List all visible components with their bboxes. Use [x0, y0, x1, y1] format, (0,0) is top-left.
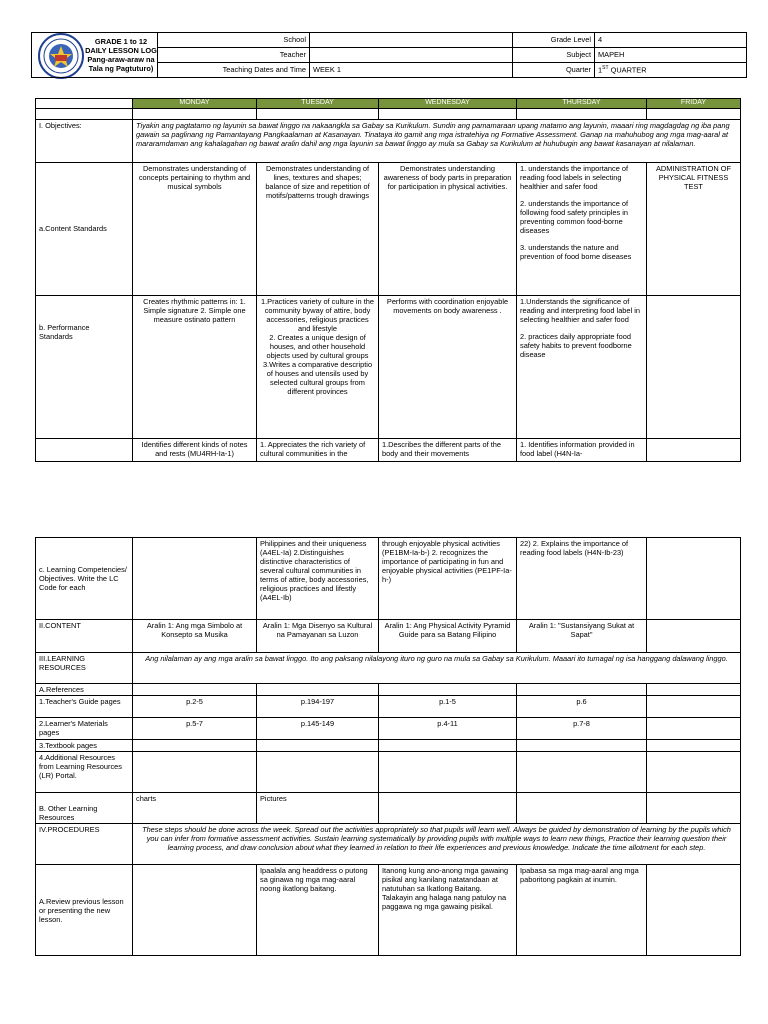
performance-tuesday-3: 3.Writes a comparative descriptio of houses and utensils used by selected cultural groups from different provinces	[262, 359, 373, 396]
content-friday: ADMINISTRATION OF PHYSICAL FITNESS TEST	[647, 162, 741, 295]
learning-resources-text: Ang nilalaman ay ang mga aralin sa bawat linggo. Ito ang paksang nilalayong ituro ng guro na mula sa Gabay sa Kurikulum. Maaari ito tumagal ng isa hanggang dalawang linggo.	[133, 653, 741, 684]
teachers-guide-label: 1.Teacher's Guide pages	[36, 696, 133, 718]
textbook-row	[36, 740, 741, 752]
teacher-label: Teacher	[158, 48, 310, 63]
review-row	[36, 865, 741, 956]
header-line1: GRADE 1 to 12	[94, 36, 148, 46]
objectives-label: I. Objectives:	[36, 119, 133, 162]
content-row	[36, 620, 741, 653]
lm-thursday: p.7-8	[517, 718, 647, 740]
content-lesson-monday: Aralin 1: Ang mga Simbolo at Konsepto sa Musika	[133, 620, 257, 653]
performance-thursday-1: 1.Understands the significance of reading and interpreting food label in selecting healthier and safer food	[520, 296, 640, 324]
performance-thursday-2: 2. practices daily appropriate food safety habits to prevent foodborne disease	[520, 331, 632, 359]
header-table	[31, 32, 747, 78]
content-thursday-3: 3. understands the nature and prevention of food borne diseases	[520, 242, 632, 261]
content-lesson-tuesday: Aralin 1: Mga Disenyo sa Kultural na Pamayanan sa Luzon	[257, 620, 379, 653]
competency-thursday-start: 1. Identifies information provided in food label (H4N-Ia-	[517, 438, 647, 461]
performance-thursday	[517, 295, 647, 438]
content-standards-row	[36, 162, 741, 295]
competency-wednesday-start: 1.Describes the different parts of the body and their movements	[379, 438, 517, 461]
performance-standards-row	[36, 295, 741, 438]
day-wednesday: WEDNESDAY	[379, 99, 517, 109]
competency-tuesday: Philippines and their uniqueness (A4EL-Ia) 2.Distinguishes distinctive characteristics of several cultural communities in terms of attire, body accessories, religious practices and lifestly (A4EL-Ib)	[257, 538, 379, 620]
procedures-text: These steps should be done across the week. Spread out the activities appropriately so that pupils will learn well. Always be guided by demonstration of learning by the pupils which you can infer from formative assessment activities. Sustain learning systematically by providing pupils with multiple ways to learn new things, Practice their learning question their learning process, and draw conclusion about what they learned in relation to their life experiences and previous knowledge. Indicate the time allotment for each step.	[133, 824, 741, 865]
content-thursday-1: 1. understands the importance of reading food labels in selecting healthier and safer food	[520, 163, 629, 191]
other-resources-row	[36, 793, 741, 824]
competencies-row-page1	[36, 438, 741, 461]
tg-wednesday: p.1-5	[379, 696, 517, 718]
competencies-label: c. Learning Competencies/ Objectives. Write the LC Code for each	[36, 538, 133, 620]
competency-tuesday-start: 1. Appreciates the rich variety of cultural communities in the	[257, 438, 379, 461]
content-tuesday: Demonstrates understanding of lines, textures and shapes; balance of size and repetition of motifs/patterns trough drawings	[257, 162, 379, 295]
performance-wednesday: Performs with coordination enjoyable movements on body awareness .	[379, 295, 517, 438]
content-standards-label: a.Content Standards	[36, 162, 133, 295]
quarter-value: 1ST QUARTER	[595, 63, 747, 78]
quarter-label: Quarter	[513, 63, 595, 78]
textbook-label: 3.Textbook pages	[36, 740, 133, 752]
performance-standards-label: b. Performance Standards	[36, 295, 133, 438]
subject-value: MAPEH	[595, 48, 747, 63]
header-title-block	[32, 33, 158, 78]
header-line4: Tala ng Pagtuturo)	[88, 64, 154, 74]
content-monday: Demonstrates understanding of concepts pertaining to rhythm and musical symbols	[133, 162, 257, 295]
content-thursday	[517, 162, 647, 295]
other-resources-label: B. Other Learning Resources	[36, 793, 133, 824]
additional-resources-row	[36, 752, 741, 793]
tg-thursday: p.6	[517, 696, 647, 718]
learners-materials-row	[36, 718, 741, 740]
objectives-text: Tiyakin ang pagtatamo ng layunin sa bawat linggo na nakaangkla sa Gabay sa Kurikulum. Sundin ang pamamaraan upang matamo ang layunin, maaari ring magdagdag ng iba pang gawain sa paglinang ng Pamantayang Pangkaalaman at Kasanayan. Tinataya ito gamit ang mga istratehiya ng Formative Assessment. Ganap na mahuhubog ang mga mag-aaral at mararamdaman ang kahalagahan ng bawat aralin dahil ang mga layunin sa bawat linggo ay mula sa Gabay sa Kurikulum at huhubugin ang bawat kasanayan at nilalaman.	[133, 119, 741, 162]
procedures-label: IV.PROCEDURES	[36, 824, 133, 865]
content-lesson-thursday: Aralin 1: "Sustansiyang Sukat at Sapat"	[517, 620, 647, 653]
header-line2: DAILY LESSON LOG	[85, 45, 157, 55]
references-label: A.References	[36, 684, 133, 696]
objectives-row	[36, 119, 741, 162]
day-monday: MONDAY	[133, 99, 257, 109]
header-line3: Pang-araw-araw na	[87, 55, 155, 64]
teacher-value	[310, 48, 513, 63]
content-thursday-2: 2. understands the importance of following food safety principles in preventing common food-borne diseases	[520, 198, 629, 235]
review-tuesday: Ipaalala ang headdress o putong sa ginawa ng mga mag-aaral noong ikatlong baitang.	[257, 865, 379, 956]
lesson-log-table-page2	[35, 537, 741, 956]
school-value	[310, 33, 513, 48]
day-friday: FRIDAY	[647, 99, 741, 109]
content-label: II.CONTENT	[36, 620, 133, 653]
day-tuesday: TUESDAY	[257, 99, 379, 109]
lm-wednesday: p.4-11	[379, 718, 517, 740]
performance-tuesday	[257, 295, 379, 438]
teachers-guide-row	[36, 696, 741, 718]
content-lesson-wednesday: Aralin 1: Ang Physical Activity Pyramid Guide para sa Batang Filipino	[379, 620, 517, 653]
learners-materials-label: 2.Learner's Materials pages	[36, 718, 133, 740]
competency-monday: Identifies different kinds of notes and rests (MU4RH-Ia-1)	[133, 438, 257, 461]
performance-tuesday-2: 2. Creates a unique design of houses, and other household objects used by cultural groups	[266, 332, 369, 360]
teaching-dates-value: WEEK 1	[310, 63, 513, 78]
lesson-log-table-page1	[35, 98, 741, 462]
competency-wednesday: through enjoyable physical activities (PE1BM-Ia-b-) 2. recognizes the importance of participating in fun and enjoyable physical activities (PE1PF-Ia-h-)	[379, 538, 517, 620]
content-wednesday: Demonstrates understanding awareness of body parts in preparation for participation in physical activities.	[379, 162, 517, 295]
day-header-row	[36, 99, 741, 109]
references-row	[36, 684, 741, 696]
performance-monday: Creates rhythmic patterns in: 1. Simple signature 2. Simple one measure ostinato pattern	[133, 295, 257, 438]
tg-monday: p.2-5	[133, 696, 257, 718]
lm-tuesday: p.145-149	[257, 718, 379, 740]
grade-level-label: Grade Level	[513, 33, 595, 48]
school-label: School	[158, 33, 310, 48]
other-monday: charts	[133, 793, 257, 824]
review-thursday: Ipabasa sa mga mag-aaral ang mga paboritong pagkain at inumin.	[517, 865, 647, 956]
competencies-row-page2	[36, 538, 741, 620]
additional-resources-label: 4.Additional Resources from Learning Resources (LR) Portal.	[36, 752, 133, 793]
other-tuesday: Pictures	[257, 793, 379, 824]
subject-label: Subject	[513, 48, 595, 63]
learning-resources-row	[36, 653, 741, 684]
performance-tuesday-1: 1.Practices variety of culture in the community byway of attire, body accessories, religious practices and lifestyle	[261, 296, 374, 333]
competency-thursday: 22) 2. Explains the importance of reading food labels (H4N-Ib-23)	[517, 538, 647, 620]
day-thursday: THURSDAY	[517, 99, 647, 109]
grade-level-value: 4	[595, 33, 747, 48]
learning-resources-label: III.LEARNING RESOURCES	[36, 653, 133, 684]
lm-monday: p.5-7	[133, 718, 257, 740]
tg-tuesday: p.194-197	[257, 696, 379, 718]
procedures-row	[36, 824, 741, 865]
review-label: A.Review previous lesson or presenting the new lesson.	[36, 865, 133, 956]
teaching-dates-label: Teaching Dates and Time	[158, 63, 310, 78]
review-wednesday: Itanong kung ano-anong mga gawaing pisikal ang kanilang natatandaan at natutuhan sa Ikatlong Baitang. Talakayin ang halaga nang patuloy na paggawa ng mga gawaing pisikal.	[379, 865, 517, 956]
